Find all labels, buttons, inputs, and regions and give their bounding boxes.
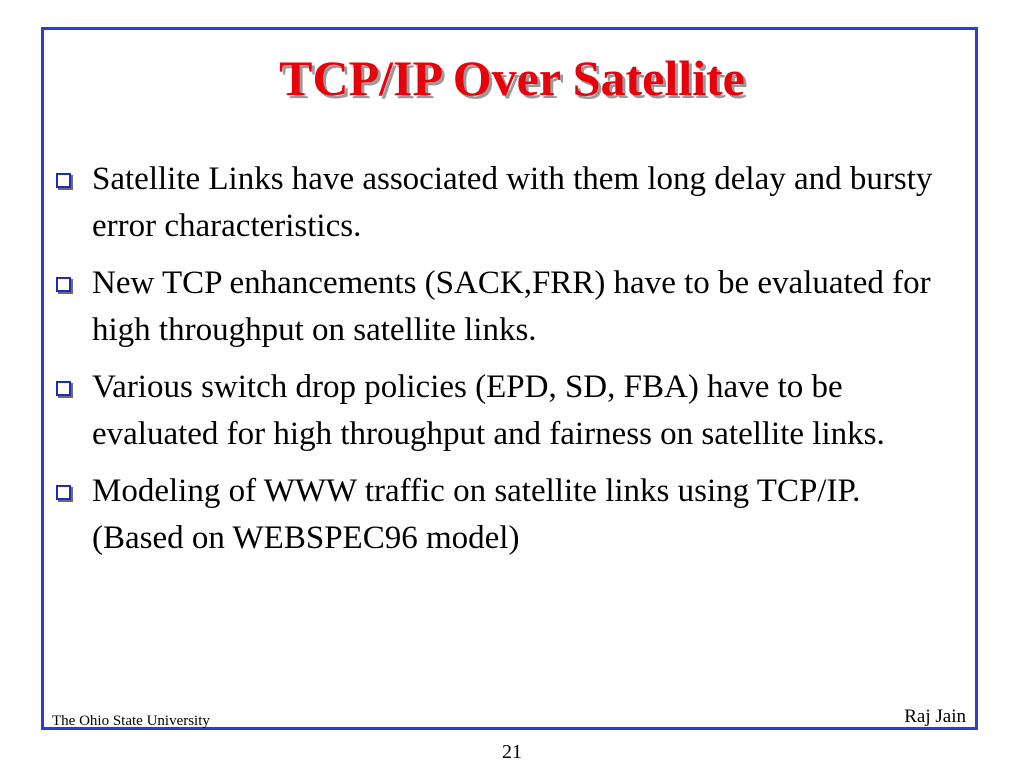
bullet-item — [53, 156, 958, 250]
bullet-text: Various switch drop policies (EPD, SD, FBA) have to be evaluated for high throughput and fairness on satellite links. — [92, 369, 885, 452]
square-bullet-icon — [56, 173, 71, 188]
slide-title: TCP/IP Over Satellite — [279, 50, 745, 106]
footer-author: Raj Jain — [904, 706, 966, 727]
page-number: 21 — [502, 741, 522, 763]
square-bullet-icon — [56, 381, 71, 396]
bullet-list — [53, 156, 958, 572]
bullet-item — [53, 468, 958, 562]
footer-institution: The Ohio State University — [52, 713, 210, 729]
square-bullet-icon — [56, 485, 71, 500]
bullet-item — [53, 364, 958, 458]
bullet-item — [53, 260, 958, 354]
square-bullet-icon — [56, 277, 71, 292]
bullet-text: Modeling of WWW traffic on satellite links using TCP/IP. (Based on WEBSPEC96 model) — [92, 473, 861, 556]
bullet-text: New TCP enhancements (SACK,FRR) have to be evaluated for high throughput on satellite links. — [92, 265, 931, 348]
bullet-text: Satellite Links have associated with them long delay and bursty error characteristics. — [92, 161, 933, 244]
